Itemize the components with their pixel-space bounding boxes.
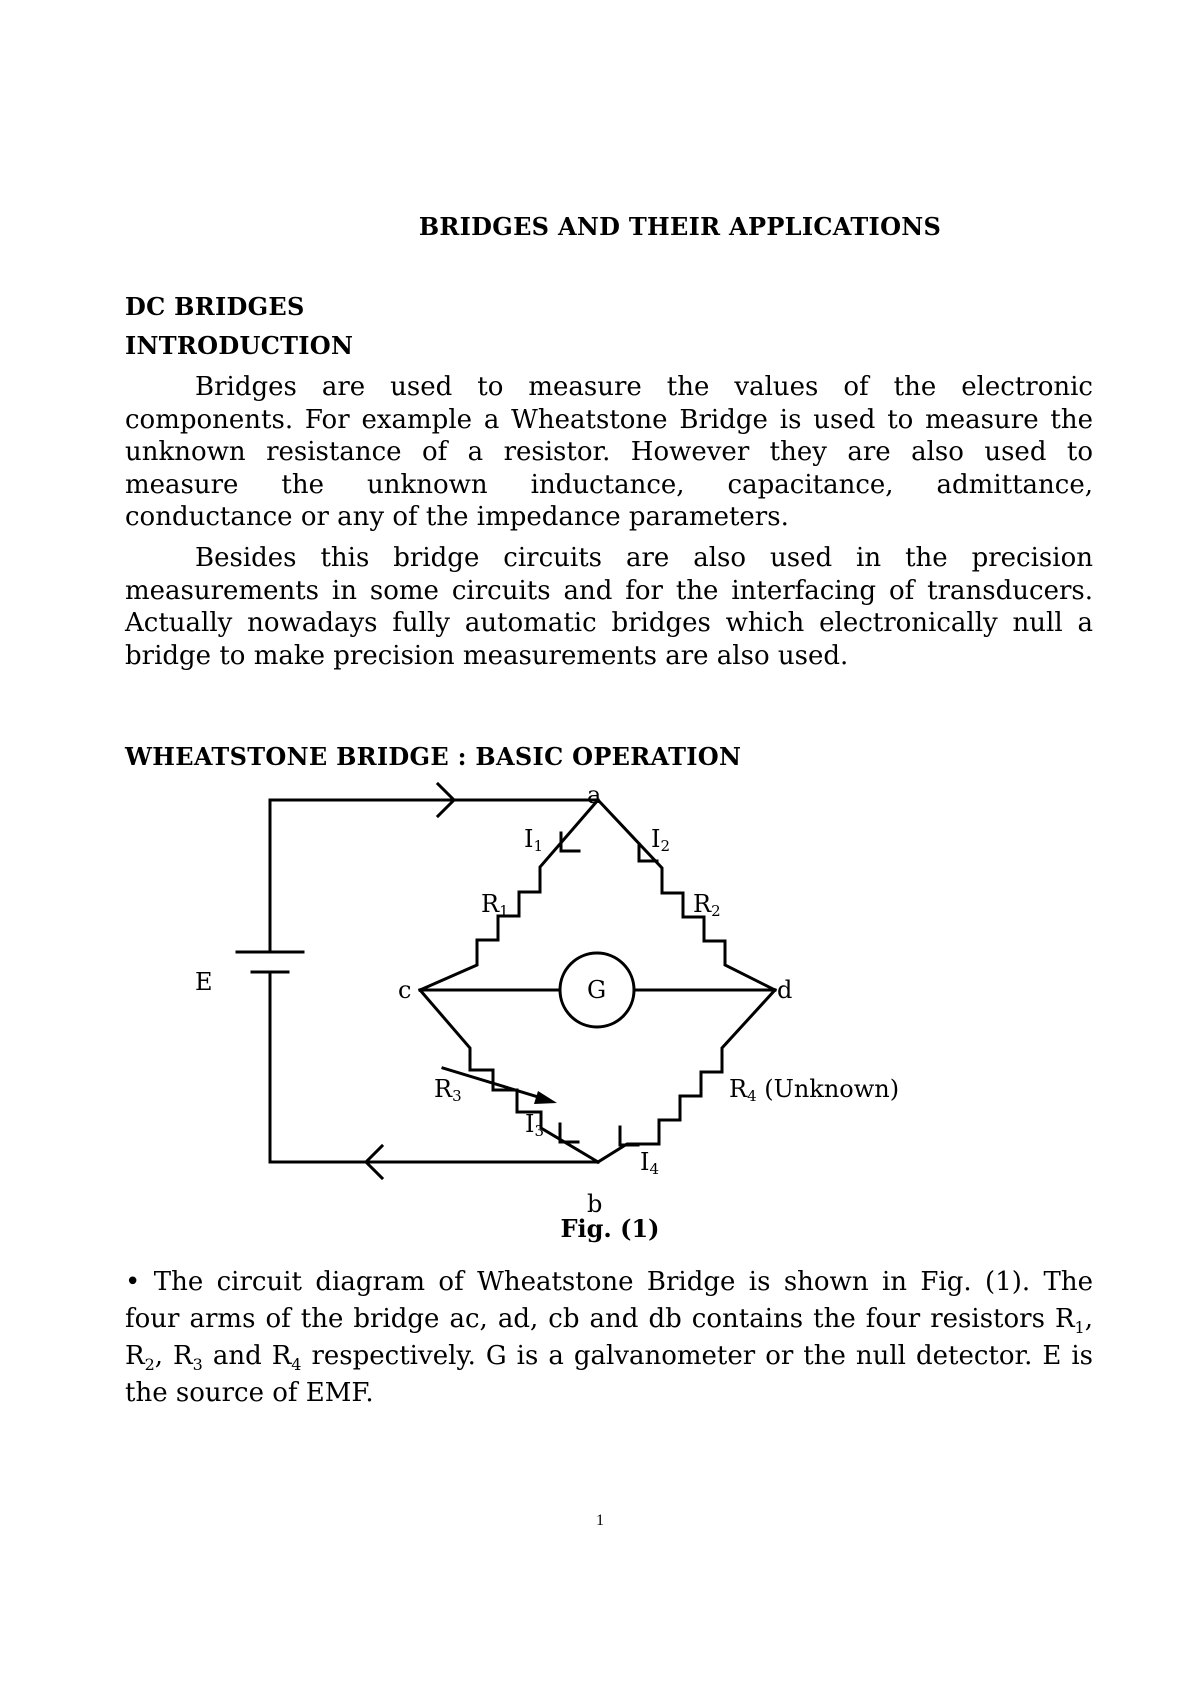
page-title: BRIDGES AND THEIR APPLICATIONS [418, 212, 942, 241]
current-arrow-i1 [561, 833, 579, 851]
resistor-r1-label: R1 [481, 890, 509, 920]
section-heading-wheatstone: WHEATSTONE BRIDGE : BASIC OPERATION [125, 742, 742, 771]
wire-top-left [270, 800, 598, 952]
node-b-label: b [587, 1190, 603, 1218]
node-a-label: a [587, 781, 602, 809]
resistor-r4-label: R4 (Unknown) [729, 1075, 900, 1105]
bullet-symbol: • [125, 1267, 141, 1297]
current-i2-label: I2 [651, 825, 671, 855]
node-d-label: d [777, 976, 793, 1004]
section-heading-introduction: INTRODUCTION [125, 331, 354, 360]
resistor-r2-label: R2 [693, 890, 721, 920]
variable-resistor-arrowhead [534, 1091, 557, 1104]
arm-ad-r2 [598, 800, 775, 990]
source-e-label: E [195, 968, 213, 996]
page-number: 1 [596, 1512, 604, 1529]
intro-paragraph-1: Bridges are used to measure the values of the electronic components. For example a Wheatstone Bridge is used to measure the unknown resistance of a resistor. However they are also used to measure the unknown inductance, capacitance, admittance, conductance or any of the impedance parameters. [125, 372, 1093, 532]
intro-paragraph-2: Besides this bridge circuits are also used in the precision measurements in some circuits and for the interfacing of transducers. Actually nowadays fully automatic bridges which electronically null a bridge to make precision measurements are also used. [125, 543, 1093, 671]
current-arrow-i4 [620, 1127, 638, 1145]
figure-caption: Fig. (1) [560, 1214, 660, 1243]
current-i4-label: I4 [640, 1148, 660, 1178]
bullet-paragraph: • The circuit diagram of Wheatstone Bridge is shown in Fig. (1). The four arms of the bridge ac, ad, cb and db contains the four resistors $R_1$, $R_2$, $R_3$ and $R_4$ respectively. G is a galvanometer or the null detector. E is the source of EMF. [125, 1267, 1094, 1408]
current-i3-label: I3 [525, 1110, 545, 1140]
current-i1-label: I1 [524, 825, 544, 855]
wheatstone-bridge-diagram [0, 760, 1200, 1220]
node-c-label: c [398, 976, 412, 1004]
galvanometer-label: G [587, 976, 607, 1004]
section-heading-dc-bridges: DC BRIDGES [125, 292, 305, 321]
resistor-r3-label: R3 [434, 1075, 462, 1105]
